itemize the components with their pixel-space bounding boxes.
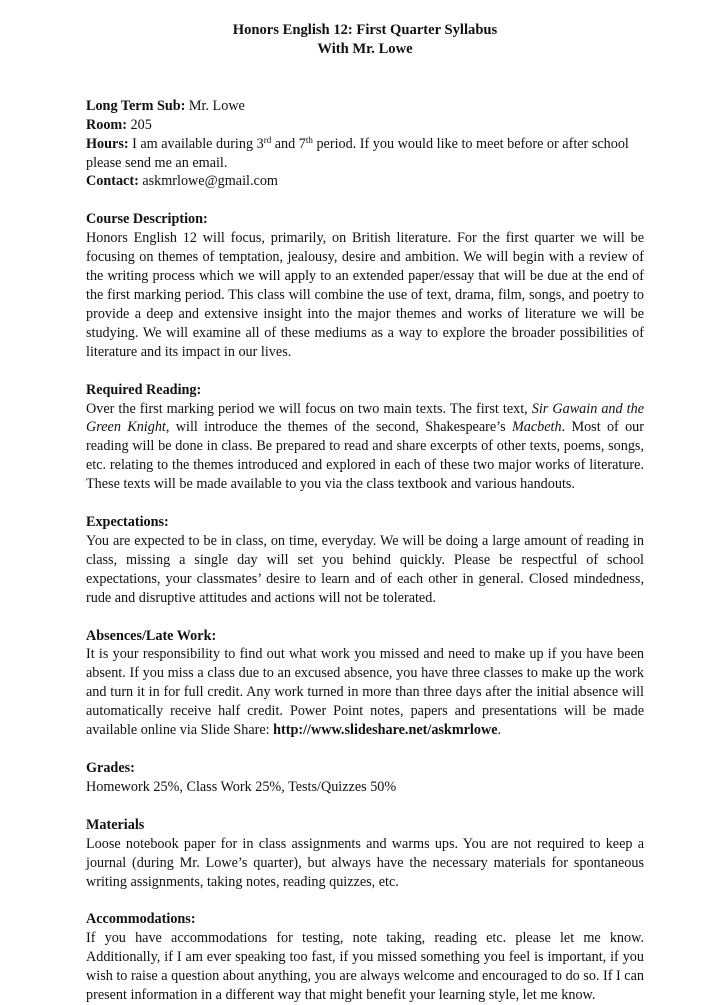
teacher-info bbox=[86, 97, 644, 192]
hours-text-3: period. If you would like to meet before or after school please send me an email. bbox=[86, 135, 629, 171]
course-description-body: Honors English 12 will focus, primarily, on British literature. For the first quarter we will be focusing on themes of temptation, jealousy, desire and ambition. We will begin with a review of the writing process which we will apply to an extended paper/essay that will be due at the end of the first marking period. This class will combine the use of text, drama, film, songs, and poetry to provide a deep and extensive insight into the major themes and works of literature we will be studying. We will examine all of these mediums as a way to explore the broader possibilities of literature and its impact in our lives. bbox=[86, 230, 644, 360]
grades-section bbox=[86, 759, 644, 797]
room-line bbox=[86, 116, 644, 135]
required-reading-text-1: Over the first marking period we will focus on two main texts. The first text, bbox=[86, 400, 532, 417]
book-title-gawain: Sir Gawain and the Green Knight bbox=[86, 400, 644, 436]
hours-sup-2: th bbox=[305, 134, 313, 145]
contact-label: Contact: bbox=[86, 173, 139, 190]
hours-line bbox=[86, 135, 644, 173]
sub-value: Mr. Lowe bbox=[185, 97, 245, 114]
materials-section bbox=[86, 816, 644, 892]
required-reading-body bbox=[86, 400, 644, 495]
required-reading-section bbox=[86, 381, 644, 494]
expectations-body: You are expected to be in class, on time, everyday. We will be doing a large amount of reading in class, missing a single day will set you behind quickly. Please be respectful of school expectations, your classmates’ desire to learn and of each other in general. Closed mindedness, rude and disruptive attitudes and actions will not be tolerated. bbox=[86, 532, 644, 606]
course-description-section bbox=[86, 210, 644, 361]
course-description-heading: Course Description: bbox=[86, 211, 208, 228]
hours-sup-1: rd bbox=[263, 134, 272, 145]
expectations-section bbox=[86, 513, 644, 608]
absences-end: . bbox=[497, 722, 502, 739]
sub-label: Long Term Sub: bbox=[86, 97, 186, 114]
contact-value: askmrlowe@gmail.com bbox=[138, 173, 278, 190]
hours-text-2: and 7 bbox=[271, 135, 306, 152]
required-reading-text-3: . Most of our reading will be done in class. Be prepared to read and share excerpts of other texts, poems, songs, etc. relating to the themes introduced and explored in each of these two major works of literature. These texts will be made available to you via the class textbook and various handouts. bbox=[86, 419, 645, 493]
title-line-1: Honors English 12: First Quarter Syllabus bbox=[232, 22, 498, 38]
document-title bbox=[86, 21, 644, 59]
hours-label: Hours: bbox=[86, 135, 129, 152]
grades-body: Homework 25%, Class Work 25%, Tests/Quizzes 50% bbox=[86, 778, 397, 795]
accommodations-heading: Accommodations: bbox=[86, 911, 196, 928]
grades-heading: Grades: bbox=[86, 760, 135, 776]
room-value: 205 bbox=[126, 116, 152, 133]
absences-text: It is your responsibility to find out what work you missed and need to make up if you have been absent. If you miss a class due to an excused absence, you have three classes to make up the work and turn it in for full credit. Any work turned in more than three days after the initial absence will automatically receive half credit. Power Point notes, papers and presentations will be made available online via Slide Share: bbox=[86, 646, 644, 739]
absences-heading: Absences/Late Work: bbox=[86, 627, 217, 644]
room-label: Room: bbox=[86, 116, 127, 133]
book-title-macbeth: Macbeth bbox=[511, 419, 562, 436]
contact-line bbox=[86, 172, 644, 191]
absences-section bbox=[86, 627, 644, 740]
expectations-heading: Expectations: bbox=[86, 514, 169, 531]
materials-body: Loose notebook paper for in class assignments and warms ups. You are not required to keep a journal (during Mr. Lowe’s quarter), but always have the necessary materials for spontaneous writing assignments, taking notes, reading quizzes, etc. bbox=[86, 835, 644, 890]
slideshare-link[interactable]: http://www.slideshare.net/askmrlowe bbox=[273, 722, 498, 739]
materials-heading: Materials bbox=[86, 816, 145, 833]
accommodations-body: If you have accommodations for testing, note taking, reading etc. please let me know. Additionally, if I am ever speaking too fast, if you missed something you feel is important, if you wish to raise a question about anything, you are always welcome and encouraged to do so. If I can present information in a different way that might benefit your learning style, let me know. bbox=[86, 930, 644, 1004]
hours-text-1: I am available during 3 bbox=[128, 135, 264, 152]
absences-body bbox=[86, 645, 644, 740]
required-reading-text-2: , will introduce the themes of the second, Shakespeare’s bbox=[165, 419, 512, 436]
sub-line bbox=[86, 97, 644, 116]
title-line-2: With Mr. Lowe bbox=[317, 40, 413, 57]
required-reading-heading: Required Reading: bbox=[86, 381, 202, 398]
accommodations-section bbox=[86, 910, 644, 1005]
